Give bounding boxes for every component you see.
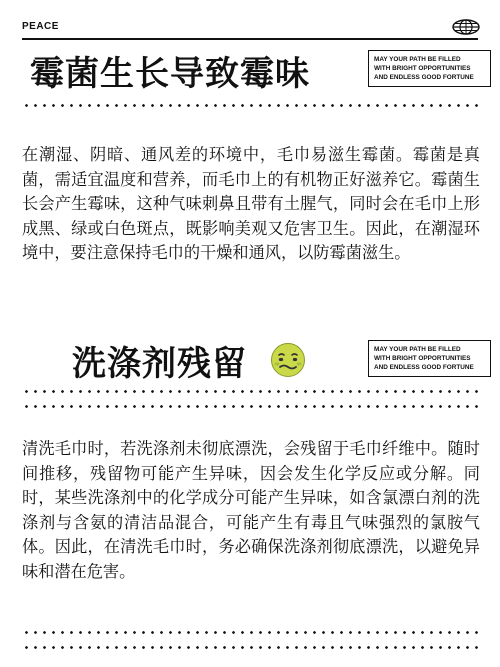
tagline-line: AND ENDLESS GOOD FORTUNE [374,74,474,81]
tagline-line: MAY YOUR PATH BE FILLED [374,56,461,63]
section-title-mold: 霉菌生长导致霉味 [30,54,310,94]
top-rule [22,38,478,40]
dotted-divider [22,646,478,649]
tagline-line: WITH BRIGHT OPPORTUNITIES [374,65,471,72]
tagline-box-2 [368,340,491,377]
tagline-line: WITH BRIGHT OPPORTUNITIES [374,355,471,362]
dotted-divider [22,390,478,393]
section-body-mold: 在潮湿、阴暗、通风差的环境中，毛巾易滋生霉菌。霉菌是真菌，需适宜温度和营养，而毛巾上的有机物正好滋养它。霉菌生长会产生霉味，这种气味刺鼻且带有土腥气，同时会在毛巾上形成黑、绿或白色斑点，既影响美观又危害卫生。因此，在潮湿环境中，要注意保持毛巾的干燥和通风，以防霉菌滋生。 [22,145,480,263]
tagline-box-1 [368,50,491,87]
globe-icon [452,19,480,35]
section-body-detergent: 清洗毛巾时，若洗涤剂未彻底漂洗，会残留于毛巾纤维中。随时间推移，残留物可能产生异味，因会发生化学反应或分解。同时，某些洗涤剂中的化学成分可能产生异味，如含氯漂白剂的洗涤剂与含氨的清洁品混合，可能产生有毒且气味强烈的氯胺气体。因此，在清洗毛巾时，务必确保洗涤剂彻底漂洗，以避免异味和潜在危害。 [22,439,480,581]
dotted-divider [22,631,478,634]
brand-label: PEACE [22,21,59,32]
tagline-line: AND ENDLESS GOOD FORTUNE [374,364,474,371]
section-title-detergent: 洗涤剂残留 [72,344,247,384]
dotted-divider [22,104,478,107]
dotted-divider [22,405,478,408]
nauseated-face-icon [270,342,306,378]
tagline-line: MAY YOUR PATH BE FILLED [374,346,461,353]
